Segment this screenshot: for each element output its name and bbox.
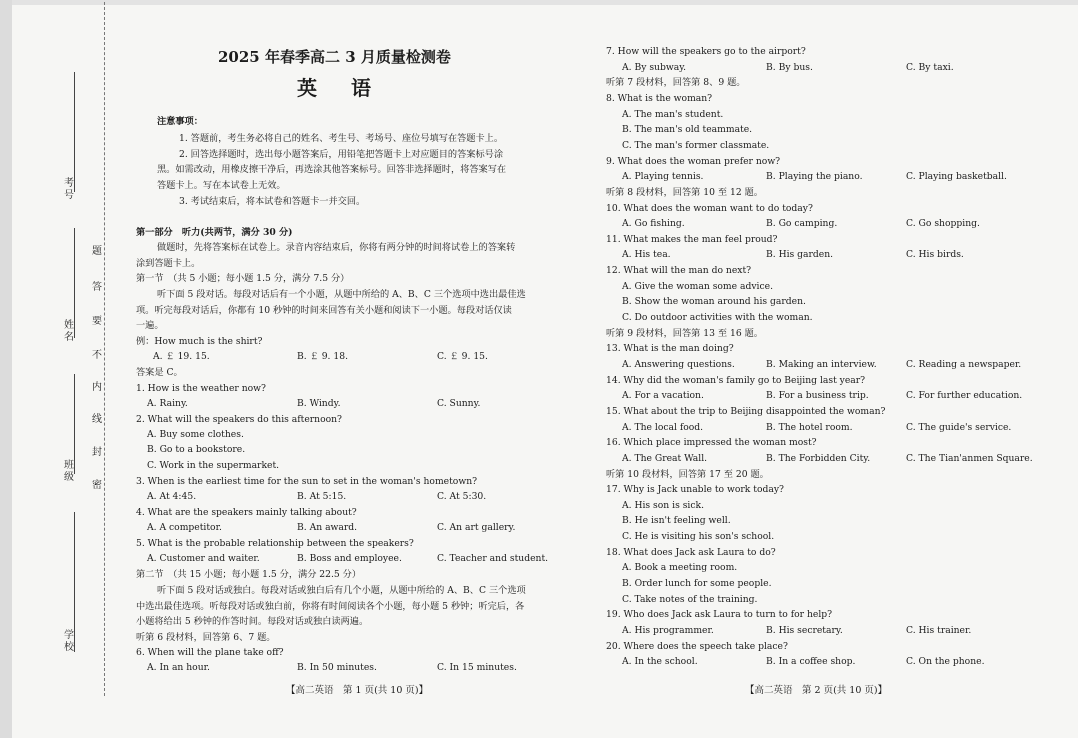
option: C. Reading a newspaper.	[906, 359, 1022, 370]
option: A. A competitor.	[147, 522, 222, 533]
option: A. His son is sick.	[622, 500, 705, 511]
question: 15. What about the trip to Beijing disappointed the woman?	[606, 406, 886, 417]
option: B. The man's old teammate.	[622, 124, 753, 135]
question: 9. What does the woman prefer now?	[606, 156, 781, 167]
option: C. His trainer.	[906, 625, 972, 636]
option: C. Go shopping.	[906, 218, 980, 229]
notice-line: 1. 答题前，考生务必将自己的姓名、考生号、考场号、座位号填写在答题卡上。	[179, 133, 504, 144]
option: A. At 4:45.	[147, 491, 197, 502]
option: B. Making an interview.	[766, 359, 877, 370]
example-option: A. ￡ 19. 15.	[153, 351, 210, 362]
part-heading: 第一部分 听力(共两节，满分 30 分)	[136, 227, 293, 238]
question: 10. What does the woman want to do today?	[606, 203, 813, 214]
option: B. His secretary.	[766, 625, 843, 636]
page-1-footer: 【高二英语 第 1 页(共 10 页)】	[286, 685, 429, 696]
option: C. Playing basketball.	[906, 171, 1007, 182]
question: 6. When will the plane take off?	[136, 647, 284, 658]
option: A. For a vacation.	[622, 390, 704, 401]
option: C. Sunny.	[437, 398, 481, 409]
instruction-line: 做题时，先将答案标在试卷上。录音内容结束后，你将有两分钟的时间将试卷上的答案转	[157, 242, 516, 253]
option: A. In an hour.	[147, 662, 210, 673]
notice-line: 黑。如需改动，用橡皮擦干净后，再选涂其他答案标号。回答非选择题时，将答案写在	[157, 164, 507, 175]
seal-char: 答	[92, 282, 102, 293]
question: 18. What does Jack ask Laura to do?	[606, 547, 776, 558]
material-instruction: 听第 10 段材料，回答第 17 至 20 题。	[606, 469, 769, 480]
question: 11. What makes the man feel proud?	[606, 234, 778, 245]
exam-title: 2025 年春季高二 3 月质量检测卷	[218, 48, 451, 66]
question: 7. How will the speakers go to the airport?	[606, 46, 806, 57]
example-question: 例：How much is the shirt?	[136, 336, 263, 347]
option: B. Show the woman around his garden.	[622, 296, 806, 307]
option: B. The Forbidden City.	[766, 453, 871, 464]
school-label: 学校	[64, 630, 74, 653]
example-option: B. ￡ 9. 18.	[297, 351, 348, 362]
option: B. The hotel room.	[766, 422, 853, 433]
question: 13. What is the man doing?	[606, 343, 734, 354]
option: B. Boss and employee.	[297, 553, 402, 564]
material-instruction: 听第 7 段材料，回答第 8、9 题。	[606, 77, 746, 88]
option: A. Answering questions.	[622, 359, 735, 370]
material-instruction: 听第 6 段材料，回答第 6、7 题。	[136, 632, 276, 643]
option: B. In a coffee shop.	[766, 656, 856, 667]
question: 1. How is the weather now?	[136, 383, 266, 394]
option: C. On the phone.	[906, 656, 985, 667]
option: B. Go camping.	[766, 218, 838, 229]
example-option: C. ￡ 9. 15.	[437, 351, 488, 362]
option: B. By bus.	[766, 62, 813, 73]
page-2-footer: 【高二英语 第 2 页(共 10 页)】	[745, 685, 888, 696]
name-label: 姓名	[64, 320, 74, 343]
question: 20. Where does the speech take place?	[606, 641, 788, 652]
exam-number-line	[74, 72, 75, 192]
question: 3. When is the earliest time for the sun to set in the woman's hometown?	[136, 476, 478, 487]
option: C. In 15 minutes.	[437, 662, 517, 673]
option: C. The Tian'anmen Square.	[906, 453, 1033, 464]
option: A. The local food.	[622, 422, 704, 433]
material-instruction: 听第 8 段材料，回答第 10 至 12 题。	[606, 187, 763, 198]
option: B. At 5:15.	[297, 491, 347, 502]
notice-line: 2. 回答选择题时，选出每小题答案后，用铅笔把答题卡上对应题目的答案标号涂	[179, 149, 504, 160]
option: A. Rainy.	[147, 398, 188, 409]
option: C. The guide's service.	[906, 422, 1012, 433]
notice-heading: 注意事项：	[157, 116, 203, 127]
option: B. His garden.	[766, 249, 834, 260]
section-heading: 第一节 （共 5 小题；每小题 1.5 分，满分 7.5 分）	[136, 273, 350, 284]
option: A. Buy some clothes.	[147, 429, 244, 440]
option: B. Go to a bookstore.	[147, 444, 246, 455]
option: A. Playing tennis.	[622, 171, 704, 182]
option: C. Work in the supermarket.	[147, 460, 280, 471]
option: C. At 5:30.	[437, 491, 487, 502]
exam-number-label: 考号	[64, 178, 74, 201]
question: 5. What is the probable relationship between the speakers?	[136, 538, 414, 549]
option: A. The man's student.	[622, 109, 724, 120]
instruction-line: 听下面 5 段对话或独白。每段对话或独白后有几个小题，从题中所给的 A、B、C 三个选项	[157, 585, 526, 596]
seal-char: 要	[92, 316, 102, 327]
option: C. For further education.	[906, 390, 1023, 401]
question: 14. Why did the woman's family go to Beijing last year?	[606, 375, 866, 386]
notice-line: 3. 考试结束后，将本试卷和答题卡一并交回。	[179, 196, 366, 207]
name-line	[74, 228, 75, 338]
question: 4. What are the speakers mainly talking about?	[136, 507, 357, 518]
option: C. He is visiting his son's school.	[622, 531, 775, 542]
option: C. Do outdoor activities with the woman.	[622, 312, 813, 323]
seal-char: 不	[92, 350, 102, 361]
instruction-line: 听下面 5 段对话。每段对话后有一个小题，从题中所给的 A、B、C 三个选项中选出最佳选	[157, 289, 526, 300]
option: A. Give the woman some advice.	[622, 281, 773, 292]
option: A. The Great Wall.	[622, 453, 708, 464]
option: B. Windy.	[297, 398, 341, 409]
option: A. By subway.	[622, 62, 687, 73]
example-answer: 答案是 C。	[136, 367, 183, 378]
option: B. Playing the piano.	[766, 171, 863, 182]
option: A. His programmer.	[622, 625, 714, 636]
class-line	[74, 374, 75, 474]
question: 12. What will the man do next?	[606, 265, 752, 276]
seal-char: 题	[92, 246, 102, 257]
seal-char: 线	[92, 414, 102, 425]
notice-line: 答题卡上。写在本试卷上无效。	[157, 180, 286, 191]
scan-top-shade	[0, 0, 1078, 5]
instruction-line: 项。听完每段对话后，你都有 10 秒钟的时间来回答有关小题和阅读下一小题。每段对话仅读	[136, 305, 512, 316]
seal-char: 封	[92, 447, 102, 458]
question: 19. Who does Jack ask Laura to turn to for help?	[606, 609, 833, 620]
option: C. An art gallery.	[437, 522, 516, 533]
option: B. For a business trip.	[766, 390, 869, 401]
option: C. His birds.	[906, 249, 964, 260]
instruction-line: 一遍。	[136, 320, 164, 331]
option: A. Customer and waiter.	[147, 553, 260, 564]
scan-left-edge	[0, 0, 12, 738]
question: 17. Why is Jack unable to work today?	[606, 484, 784, 495]
material-instruction: 听第 9 段材料，回答第 13 至 16 题。	[606, 328, 763, 339]
school-line	[74, 512, 75, 652]
option: C. By taxi.	[906, 62, 954, 73]
question: 16. Which place impressed the woman most?	[606, 437, 817, 448]
option: C. The man's former classmate.	[622, 140, 770, 151]
class-label: 班级	[64, 460, 74, 483]
instruction-line: 中选出最佳选项。听每段对话或独白前，你将有时间阅读各个小题，每小题 5 秒钟；听完后，各	[136, 601, 525, 612]
option: B. In 50 minutes.	[297, 662, 377, 673]
section-heading: 第二节 （共 15 小题；每小题 1.5 分，满分 22.5 分）	[136, 569, 362, 580]
seal-char: 密	[92, 480, 102, 491]
option: A. His tea.	[622, 249, 671, 260]
binding-dashed-line	[104, 2, 105, 696]
question: 8. What is the woman?	[606, 93, 713, 104]
option: B. An award.	[297, 522, 358, 533]
option: A. Book a meeting room.	[622, 562, 738, 573]
option: C. Teacher and student.	[437, 553, 549, 564]
instruction-line: 涂到答题卡上。	[136, 258, 201, 269]
question: 2. What will the speakers do this afternoon?	[136, 414, 342, 425]
subject-title: 英语	[297, 76, 405, 100]
option: C. Take notes of the training.	[622, 594, 758, 605]
option: A. Go fishing.	[622, 218, 685, 229]
seal-char: 内	[92, 382, 102, 393]
option: A. In the school.	[622, 656, 698, 667]
instruction-line: 小题将给出 5 秒钟的作答时间。每段对话或独白读两遍。	[136, 616, 369, 627]
option: B. He isn't feeling well.	[622, 515, 731, 526]
option: B. Order lunch for some people.	[622, 578, 772, 589]
